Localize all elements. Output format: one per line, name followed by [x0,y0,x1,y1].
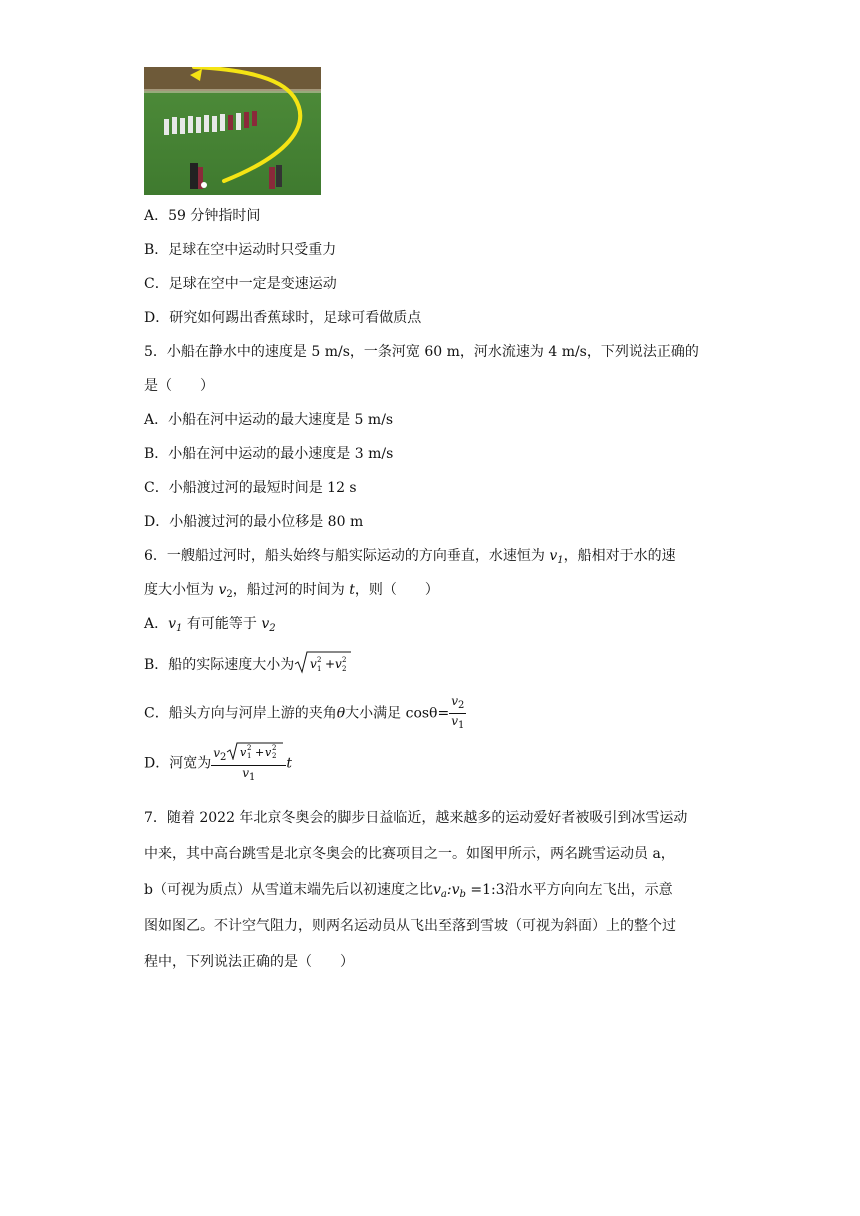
var-v: v [451,694,459,708]
sub2: 2 [272,752,277,760]
subscript: 2 [458,700,465,711]
q6-option-c [144,694,466,733]
q7-line4: 图如图乙。不计空气阻力，则两名运动员从飞出至落到雪坡（可视为斜面）上的整个过 [144,918,676,934]
q7-line3 [144,880,673,905]
q6-text: 有可能等于 [182,616,262,632]
subscript: 2 [269,623,276,634]
q4-option-c: C．足球在空中一定是变速运动 [144,276,337,292]
v1-term: v [240,746,247,759]
q7-text: 沿水平方向向左飞出，示意 [504,882,673,898]
subscript: 2 [226,589,233,600]
q6-option-b [144,650,352,680]
var-v: v [432,882,441,898]
q6-stem-line2 [144,580,439,605]
subscript: 2 [220,752,227,763]
subscript: a [440,889,447,900]
var-v: v [168,616,177,632]
q5-option-b: B．小船在河中运动的最小速度是 3 m/s [144,446,394,462]
subscript: 1 [458,720,465,731]
q6-option-d [144,742,292,785]
sqrt-sign [294,650,352,674]
q4-option-a: A．59 分钟指时间 [144,208,261,224]
fraction [211,742,286,785]
sqrt-sign [226,742,284,760]
q7-line1: 7．随着 2022 年北京冬奥会的脚步日益临近，越来越多的运动爱好者被吸引到冰雪运动 [144,810,688,826]
subscript: b [459,889,466,900]
q6-stem-line1 [144,546,676,571]
sup: 2 [317,656,322,664]
sup: 2 [272,744,277,752]
q6-option-a [144,614,276,639]
subscript: 1 [176,623,183,634]
plus: + [325,657,336,671]
sub2: 2 [342,665,347,673]
option-text: 大小满足 cosθ= [345,705,450,722]
free-kick-photo [144,67,321,195]
q6-text: ，船相对于水的速 [563,548,676,564]
fraction [449,694,466,733]
q5-option-d: D．小船渡过河的最小位移是 80 m [144,514,364,530]
q7-line5: 程中，下列说法正确的是（ ） [144,954,354,970]
sup: 2 [247,744,252,752]
var-t: t [286,755,293,772]
var-theta: θ [336,705,346,722]
sub1: 1 [317,665,322,673]
v1-term: v [310,657,318,671]
var-t: t [349,582,355,598]
q5-option-c: C．小船渡过河的最短时间是 12 s [144,480,357,496]
q5-stem-line2: 是（ ） [144,378,214,394]
v2-term: v [335,657,343,671]
ratio-text: :v [446,882,460,898]
q6-text: ，船过河的时间为 [232,582,350,598]
option-text: B．船的实际速度大小为 [144,657,295,673]
sqrt-expression [294,650,352,680]
q6-text: ，则（ ） [354,582,439,598]
subscript: 1 [557,555,564,566]
option-text: D．河宽为 [144,755,212,772]
var-v: v [261,616,270,632]
q7-text: b（可视为质点）从雪道末端先后以初速度之比 [144,882,433,898]
sup: 2 [342,656,347,664]
q5-stem-line1: 5．小船在静水中的速度是 5 m/s，一条河宽 60 m，河水流速为 4 m/s，下列说法正确的 [144,344,699,360]
option-label: A． [144,616,169,632]
var-v: v [213,746,221,760]
numerator [211,742,286,766]
var-v: v [242,766,250,780]
var-v: v [451,714,459,728]
ratio-value: =1:3 [465,882,505,898]
option-text: C．船头方向与河岸上游的夹角 [144,705,337,722]
sub1: 1 [247,752,252,760]
q4-option-d: D．研究如何踢出香蕉球时，足球可看做质点 [144,310,422,326]
plus: + [255,746,265,759]
q4-option-b: B．足球在空中运动时只受重力 [144,242,337,258]
denominator [211,766,286,785]
q6-text: 6．一艘船过河时，船头始终与船实际运动的方向垂直，水速恒为 [144,548,550,564]
var-v: v [549,548,558,564]
numerator [449,694,466,714]
denominator [449,714,466,733]
subscript: 1 [249,772,256,783]
q7-line2: 中来，其中高台跳雪是北京冬奥会的比赛项目之一。如图甲所示，两名跳雪运动员 a， [144,846,675,862]
q5-option-a: A．小船在河中运动的最大速度是 5 m/s [144,412,394,428]
v2-term: v [265,746,272,759]
q6-text: 度大小恒为 [144,582,219,598]
var-v: v [218,582,227,598]
